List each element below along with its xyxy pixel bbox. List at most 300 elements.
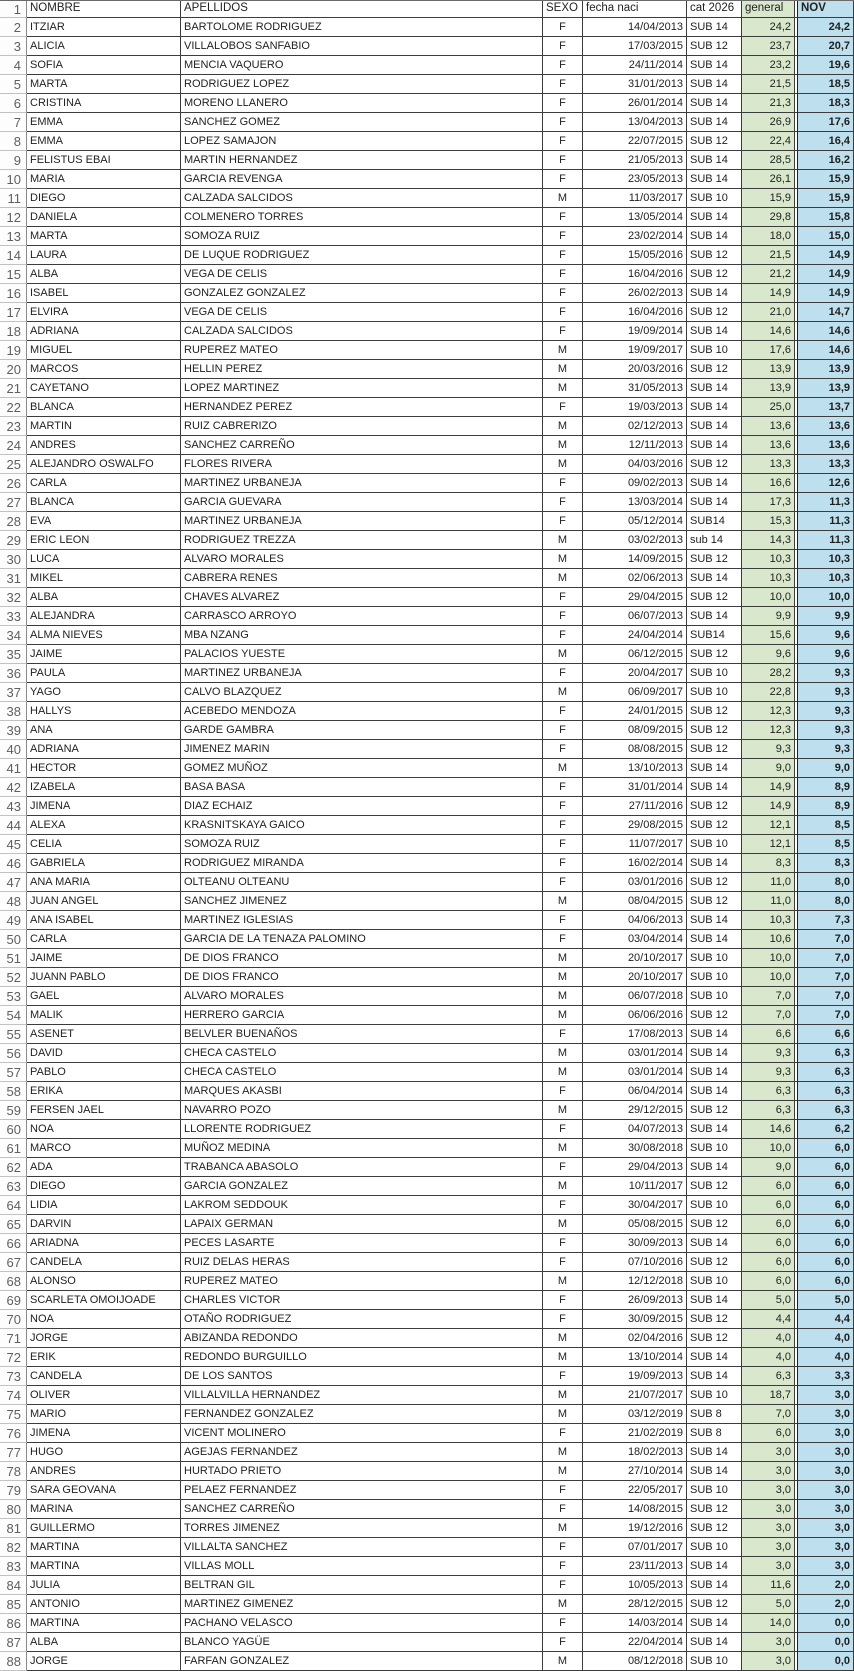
cell-apellidos[interactable]: MARTINEZ URBANEJA [181, 512, 543, 531]
cell-cat-2026[interactable]: SUB 12 [687, 1215, 742, 1234]
cell-cat-2026[interactable]: SUB 8 [687, 1424, 742, 1443]
cell-cat-2026[interactable]: SUB 14 [687, 1614, 742, 1633]
cell-nombre[interactable]: ISABEL [27, 284, 181, 303]
cell-fecha-naci[interactable]: 27/10/2014 [583, 1462, 687, 1481]
cell-fecha-naci[interactable]: 26/02/2013 [583, 284, 687, 303]
cell-apellidos[interactable]: ABIZANDA REDONDO [181, 1329, 543, 1348]
cell-general[interactable]: 6,3 [742, 1367, 795, 1386]
cell-fecha-naci[interactable]: 30/09/2015 [583, 1310, 687, 1329]
cell-apellidos[interactable]: VEGA DE CELIS [181, 303, 543, 322]
cell-nombre[interactable]: CARLA [27, 930, 181, 949]
cell-nov[interactable]: 8,3 [798, 854, 854, 873]
cell-nov[interactable]: 6,0 [798, 1234, 854, 1253]
cell-nombre[interactable]: MARTA [27, 75, 181, 94]
cell-nombre[interactable]: JUANN PABLO [27, 968, 181, 987]
cell-sexo[interactable]: F [543, 588, 583, 607]
cell-sexo[interactable]: M [543, 436, 583, 455]
cell-general[interactable]: 3,0 [742, 1481, 795, 1500]
cell-apellidos[interactable]: CHAVES ALVAREZ [181, 588, 543, 607]
cell-sexo[interactable]: M [543, 1006, 583, 1025]
cell-fecha-naci[interactable]: 06/07/2018 [583, 987, 687, 1006]
column-header-cat-2026[interactable]: cat 2026 [687, 1, 742, 18]
cell-fecha-naci[interactable]: 13/05/2014 [583, 208, 687, 227]
cell-sexo[interactable]: F [543, 512, 583, 531]
cell-apellidos[interactable]: GARDE GAMBRA [181, 721, 543, 740]
cell-nombre[interactable]: ALEJANDRO OSWALFO [27, 455, 181, 474]
cell-nov[interactable]: 13,7 [798, 398, 854, 417]
cell-sexo[interactable]: F [543, 151, 583, 170]
cell-general[interactable]: 21,0 [742, 303, 795, 322]
cell-sexo[interactable]: F [543, 474, 583, 493]
cell-nov[interactable]: 9,0 [798, 759, 854, 778]
cell-nombre[interactable]: ALBA [27, 265, 181, 284]
cell-fecha-naci[interactable]: 06/09/2017 [583, 683, 687, 702]
cell-sexo[interactable]: F [543, 911, 583, 930]
cell-apellidos[interactable]: SANCHEZ CARREÑO [181, 1500, 543, 1519]
cell-nov[interactable]: 12,6 [798, 474, 854, 493]
row-number-cell[interactable]: 69 [0, 1291, 27, 1310]
cell-nombre[interactable]: SOFIA [27, 56, 181, 75]
cell-apellidos[interactable]: VEGA DE CELIS [181, 265, 543, 284]
cell-apellidos[interactable]: MARTIN HERNANDEZ [181, 151, 543, 170]
cell-general[interactable]: 4,4 [742, 1310, 795, 1329]
cell-sexo[interactable]: F [543, 1025, 583, 1044]
row-number-cell[interactable]: 39 [0, 721, 27, 740]
cell-nombre[interactable]: JIMENA [27, 1424, 181, 1443]
row-number-cell[interactable]: 63 [0, 1177, 27, 1196]
cell-general[interactable]: 14,6 [742, 322, 795, 341]
row-number-cell[interactable]: 53 [0, 987, 27, 1006]
cell-fecha-naci[interactable]: 20/10/2017 [583, 949, 687, 968]
cell-cat-2026[interactable]: SUB 14 [687, 1462, 742, 1481]
cell-sexo[interactable]: M [543, 759, 583, 778]
cell-nov[interactable]: 11,3 [798, 531, 854, 550]
cell-cat-2026[interactable]: SUB 14 [687, 113, 742, 132]
row-number-cell[interactable]: 25 [0, 455, 27, 474]
cell-fecha-naci[interactable]: 08/04/2015 [583, 892, 687, 911]
cell-apellidos[interactable]: MORENO LLANERO [181, 94, 543, 113]
cell-sexo[interactable]: M [543, 341, 583, 360]
cell-apellidos[interactable]: MARTINEZ GIMENEZ [181, 1595, 543, 1614]
cell-cat-2026[interactable]: SUB 14 [687, 170, 742, 189]
cell-fecha-naci[interactable]: 04/03/2016 [583, 455, 687, 474]
cell-sexo[interactable]: M [543, 1462, 583, 1481]
cell-sexo[interactable]: F [543, 778, 583, 797]
cell-cat-2026[interactable]: SUB 12 [687, 132, 742, 151]
row-number-cell[interactable]: 61 [0, 1139, 27, 1158]
cell-general[interactable]: 7,0 [742, 1405, 795, 1424]
cell-fecha-naci[interactable]: 19/09/2017 [583, 341, 687, 360]
row-number-cell[interactable]: 75 [0, 1405, 27, 1424]
cell-apellidos[interactable]: BLANCO YAGÜE [181, 1633, 543, 1652]
cell-cat-2026[interactable]: SUB 12 [687, 588, 742, 607]
row-number-cell[interactable]: 88 [0, 1652, 27, 1671]
row-number-cell[interactable]: 13 [0, 227, 27, 246]
cell-general[interactable]: 22,8 [742, 683, 795, 702]
cell-nov[interactable]: 6,2 [798, 1120, 854, 1139]
cell-fecha-naci[interactable]: 31/01/2014 [583, 778, 687, 797]
cell-general[interactable]: 10,3 [742, 911, 795, 930]
row-number-cell[interactable]: 71 [0, 1329, 27, 1348]
cell-nov[interactable]: 3,0 [798, 1519, 854, 1538]
cell-general[interactable]: 10,0 [742, 949, 795, 968]
cell-nombre[interactable]: GUILLERMO [27, 1519, 181, 1538]
cell-nombre[interactable]: MIGUEL [27, 341, 181, 360]
cell-apellidos[interactable]: GARCIA DE LA TENAZA PALOMINO [181, 930, 543, 949]
cell-fecha-naci[interactable]: 03/01/2014 [583, 1063, 687, 1082]
cell-sexo[interactable]: M [543, 455, 583, 474]
cell-nombre[interactable]: FELISTUS EBAI [27, 151, 181, 170]
cell-nombre[interactable]: GABRIELA [27, 854, 181, 873]
cell-fecha-naci[interactable]: 05/08/2015 [583, 1215, 687, 1234]
cell-apellidos[interactable]: RUPEREZ MATEO [181, 1272, 543, 1291]
cell-fecha-naci[interactable]: 14/08/2015 [583, 1500, 687, 1519]
cell-apellidos[interactable]: GARCIA REVENGA [181, 170, 543, 189]
cell-general[interactable]: 12,3 [742, 721, 795, 740]
row-number-cell[interactable]: 70 [0, 1310, 27, 1329]
cell-cat-2026[interactable]: SUB 10 [687, 1139, 742, 1158]
cell-nov[interactable]: 2,0 [798, 1595, 854, 1614]
cell-apellidos[interactable]: AGEJAS FERNANDEZ [181, 1443, 543, 1462]
cell-general[interactable]: 13,3 [742, 455, 795, 474]
cell-general[interactable]: 10,6 [742, 930, 795, 949]
cell-sexo[interactable]: F [543, 37, 583, 56]
cell-nov[interactable]: 16,4 [798, 132, 854, 151]
cell-sexo[interactable]: F [543, 246, 583, 265]
cell-apellidos[interactable]: RUIZ DELAS HERAS [181, 1253, 543, 1272]
cell-nov[interactable]: 10,0 [798, 588, 854, 607]
cell-fecha-naci[interactable]: 31/05/2013 [583, 379, 687, 398]
cell-nov[interactable]: 15,9 [798, 189, 854, 208]
cell-nov[interactable]: 6,0 [798, 1139, 854, 1158]
cell-nombre[interactable]: LIDIA [27, 1196, 181, 1215]
cell-apellidos[interactable]: MARTINEZ URBANEJA [181, 474, 543, 493]
cell-general[interactable]: 9,3 [742, 1063, 795, 1082]
cell-cat-2026[interactable]: SUB 14 [687, 18, 742, 37]
cell-sexo[interactable]: F [543, 113, 583, 132]
cell-fecha-naci[interactable]: 13/10/2013 [583, 759, 687, 778]
cell-fecha-naci[interactable]: 09/02/2013 [583, 474, 687, 493]
cell-nombre[interactable]: ADRIANA [27, 740, 181, 759]
cell-nov[interactable]: 3,3 [798, 1367, 854, 1386]
cell-general[interactable]: 12,3 [742, 702, 795, 721]
cell-cat-2026[interactable]: SUB 10 [687, 987, 742, 1006]
cell-fecha-naci[interactable]: 11/03/2017 [583, 189, 687, 208]
cell-nombre[interactable]: EMMA [27, 132, 181, 151]
cell-cat-2026[interactable]: SUB 14 [687, 1158, 742, 1177]
row-number-cell[interactable]: 84 [0, 1576, 27, 1595]
cell-apellidos[interactable]: VILLAS MOLL [181, 1557, 543, 1576]
cell-nov[interactable]: 8,0 [798, 892, 854, 911]
cell-fecha-naci[interactable]: 10/05/2013 [583, 1576, 687, 1595]
cell-nombre[interactable]: ANTONIO [27, 1595, 181, 1614]
row-number-cell[interactable]: 2 [0, 18, 27, 37]
cell-nombre[interactable]: ASENET [27, 1025, 181, 1044]
cell-general[interactable]: 6,0 [742, 1272, 795, 1291]
cell-fecha-naci[interactable]: 16/04/2016 [583, 303, 687, 322]
cell-nov[interactable]: 8,9 [798, 797, 854, 816]
cell-apellidos[interactable]: REDONDO BURGUILLO [181, 1348, 543, 1367]
cell-nov[interactable]: 9,3 [798, 721, 854, 740]
cell-cat-2026[interactable]: SUB 14 [687, 911, 742, 930]
cell-apellidos[interactable]: CHECA CASTELO [181, 1044, 543, 1063]
cell-nombre[interactable]: DAVID [27, 1044, 181, 1063]
cell-sexo[interactable]: M [543, 1215, 583, 1234]
cell-fecha-naci[interactable]: 02/12/2013 [583, 417, 687, 436]
cell-sexo[interactable]: M [543, 1101, 583, 1120]
cell-cat-2026[interactable]: SUB14 [687, 512, 742, 531]
cell-fecha-naci[interactable]: 13/04/2013 [583, 113, 687, 132]
cell-general[interactable]: 10,3 [742, 550, 795, 569]
cell-apellidos[interactable]: SANCHEZ GOMEZ [181, 113, 543, 132]
cell-apellidos[interactable]: TORRES JIMENEZ [181, 1519, 543, 1538]
cell-general[interactable]: 6,3 [742, 1082, 795, 1101]
cell-sexo[interactable]: F [543, 1367, 583, 1386]
cell-sexo[interactable]: F [543, 835, 583, 854]
cell-fecha-naci[interactable]: 21/07/2017 [583, 1386, 687, 1405]
cell-nombre[interactable]: DARVIN [27, 1215, 181, 1234]
cell-nov[interactable]: 4,4 [798, 1310, 854, 1329]
cell-general[interactable]: 23,7 [742, 37, 795, 56]
row-number-cell[interactable]: 42 [0, 778, 27, 797]
cell-nombre[interactable]: ALEXA [27, 816, 181, 835]
cell-sexo[interactable]: F [543, 1614, 583, 1633]
cell-fecha-naci[interactable]: 11/07/2017 [583, 835, 687, 854]
cell-nov[interactable]: 9,6 [798, 645, 854, 664]
row-number-cell[interactable]: 18 [0, 322, 27, 341]
cell-nombre[interactable]: ALICIA [27, 37, 181, 56]
cell-nov[interactable]: 15,0 [798, 227, 854, 246]
cell-nov[interactable]: 20,7 [798, 37, 854, 56]
row-number-cell[interactable]: 21 [0, 379, 27, 398]
cell-fecha-naci[interactable]: 08/09/2015 [583, 721, 687, 740]
cell-general[interactable]: 15,9 [742, 189, 795, 208]
cell-apellidos[interactable]: DE DIOS FRANCO [181, 968, 543, 987]
cell-sexo[interactable]: F [543, 322, 583, 341]
cell-cat-2026[interactable]: SUB 12 [687, 740, 742, 759]
cell-apellidos[interactable]: PACHANO VELASCO [181, 1614, 543, 1633]
cell-general[interactable]: 21,2 [742, 265, 795, 284]
cell-sexo[interactable]: M [543, 1044, 583, 1063]
cell-nov[interactable]: 3,0 [798, 1557, 854, 1576]
cell-fecha-naci[interactable]: 21/02/2019 [583, 1424, 687, 1443]
row-number-cell[interactable]: 54 [0, 1006, 27, 1025]
cell-nombre[interactable]: OLIVER [27, 1386, 181, 1405]
row-number-cell[interactable]: 50 [0, 930, 27, 949]
cell-apellidos[interactable]: MARTINEZ IGLESIAS [181, 911, 543, 930]
cell-general[interactable]: 13,9 [742, 379, 795, 398]
cell-general[interactable]: 9,9 [742, 607, 795, 626]
column-header-nov[interactable]: NOV [798, 1, 854, 18]
cell-apellidos[interactable]: LOPEZ SAMAJON [181, 132, 543, 151]
cell-nombre[interactable]: LUCA [27, 550, 181, 569]
cell-nombre[interactable]: ADRIANA [27, 322, 181, 341]
row-number-cell[interactable]: 7 [0, 113, 27, 132]
cell-sexo[interactable]: F [543, 626, 583, 645]
cell-sexo[interactable]: M [543, 645, 583, 664]
cell-cat-2026[interactable]: SUB 14 [687, 1367, 742, 1386]
cell-apellidos[interactable]: FARFAN GONZALEZ [181, 1652, 543, 1671]
cell-sexo[interactable]: F [543, 208, 583, 227]
cell-fecha-naci[interactable]: 17/08/2013 [583, 1025, 687, 1044]
cell-nov[interactable]: 3,0 [798, 1500, 854, 1519]
cell-apellidos[interactable]: ALVARO MORALES [181, 987, 543, 1006]
cell-apellidos[interactable]: ALVARO MORALES [181, 550, 543, 569]
cell-nombre[interactable]: ANDRES [27, 436, 181, 455]
row-number-cell[interactable]: 30 [0, 550, 27, 569]
row-number-cell[interactable]: 81 [0, 1519, 27, 1538]
cell-fecha-naci[interactable]: 13/03/2014 [583, 493, 687, 512]
cell-nombre[interactable]: ELVIRA [27, 303, 181, 322]
cell-apellidos[interactable]: MARQUES AKASBI [181, 1082, 543, 1101]
cell-nov[interactable]: 8,5 [798, 835, 854, 854]
cell-apellidos[interactable]: PALACIOS YUESTE [181, 645, 543, 664]
cell-cat-2026[interactable]: SUB 14 [687, 1291, 742, 1310]
row-number-cell[interactable]: 27 [0, 493, 27, 512]
cell-fecha-naci[interactable]: 31/01/2013 [583, 75, 687, 94]
cell-apellidos[interactable]: COLMENERO TORRES [181, 208, 543, 227]
cell-cat-2026[interactable]: SUB 14 [687, 322, 742, 341]
cell-nov[interactable]: 0,0 [798, 1614, 854, 1633]
cell-sexo[interactable]: F [543, 227, 583, 246]
row-number-cell[interactable]: 48 [0, 892, 27, 911]
cell-nov[interactable]: 6,0 [798, 1158, 854, 1177]
cell-general[interactable]: 11,6 [742, 1576, 795, 1595]
cell-cat-2026[interactable]: SUB 10 [687, 949, 742, 968]
row-number-cell[interactable]: 34 [0, 626, 27, 645]
cell-fecha-naci[interactable]: 06/06/2016 [583, 1006, 687, 1025]
cell-general[interactable]: 3,0 [742, 1557, 795, 1576]
cell-sexo[interactable]: F [543, 1576, 583, 1595]
cell-fecha-naci[interactable]: 06/07/2013 [583, 607, 687, 626]
cell-cat-2026[interactable]: SUB 14 [687, 379, 742, 398]
cell-nombre[interactable]: MIKEL [27, 569, 181, 588]
cell-nov[interactable]: 11,3 [798, 493, 854, 512]
row-number-cell[interactable]: 41 [0, 759, 27, 778]
cell-nov[interactable]: 10,3 [798, 550, 854, 569]
cell-cat-2026[interactable]: SUB 10 [687, 1538, 742, 1557]
cell-sexo[interactable]: M [543, 683, 583, 702]
cell-nombre[interactable]: JUAN ANGEL [27, 892, 181, 911]
cell-cat-2026[interactable]: SUB 12 [687, 1253, 742, 1272]
cell-nov[interactable]: 6,3 [798, 1101, 854, 1120]
cell-nov[interactable]: 2,0 [798, 1576, 854, 1595]
cell-nombre[interactable]: ERIC LEON [27, 531, 181, 550]
cell-cat-2026[interactable]: SUB 14 [687, 1044, 742, 1063]
cell-general[interactable]: 10,0 [742, 588, 795, 607]
cell-fecha-naci[interactable]: 20/10/2017 [583, 968, 687, 987]
cell-general[interactable]: 9,0 [742, 759, 795, 778]
cell-sexo[interactable]: F [543, 1424, 583, 1443]
cell-fecha-naci[interactable]: 07/10/2016 [583, 1253, 687, 1272]
cell-nov[interactable]: 18,5 [798, 75, 854, 94]
cell-cat-2026[interactable]: SUB 14 [687, 759, 742, 778]
cell-fecha-naci[interactable]: 03/04/2014 [583, 930, 687, 949]
cell-cat-2026[interactable]: SUB 10 [687, 835, 742, 854]
cell-fecha-naci[interactable]: 16/04/2016 [583, 265, 687, 284]
cell-cat-2026[interactable]: SUB 12 [687, 702, 742, 721]
cell-nombre[interactable]: CANDELA [27, 1367, 181, 1386]
cell-nov[interactable]: 6,3 [798, 1082, 854, 1101]
row-number-cell[interactable]: 59 [0, 1101, 27, 1120]
cell-cat-2026[interactable]: SUB 14 [687, 493, 742, 512]
cell-general[interactable]: 25,0 [742, 398, 795, 417]
cell-fecha-naci[interactable]: 05/12/2014 [583, 512, 687, 531]
cell-cat-2026[interactable]: SUB 14 [687, 151, 742, 170]
row-number-cell[interactable]: 43 [0, 797, 27, 816]
cell-nombre[interactable]: ERIK [27, 1348, 181, 1367]
cell-cat-2026[interactable]: SUB 14 [687, 56, 742, 75]
row-number-cell[interactable]: 16 [0, 284, 27, 303]
cell-nov[interactable]: 8,0 [798, 873, 854, 892]
cell-nombre[interactable]: MARTIN [27, 417, 181, 436]
cell-general[interactable]: 11,0 [742, 892, 795, 911]
cell-fecha-naci[interactable]: 19/09/2014 [583, 322, 687, 341]
cell-fecha-naci[interactable]: 22/07/2015 [583, 132, 687, 151]
cell-sexo[interactable]: F [543, 930, 583, 949]
cell-nombre[interactable]: JORGE [27, 1652, 181, 1671]
cell-general[interactable]: 6,0 [742, 1424, 795, 1443]
cell-nombre[interactable]: LAURA [27, 246, 181, 265]
row-number-cell[interactable]: 47 [0, 873, 27, 892]
cell-cat-2026[interactable]: SUB 14 [687, 75, 742, 94]
row-number-cell[interactable]: 56 [0, 1044, 27, 1063]
cell-general[interactable]: 14,9 [742, 284, 795, 303]
cell-general[interactable]: 3,0 [742, 1500, 795, 1519]
cell-general[interactable]: 6,0 [742, 1234, 795, 1253]
cell-apellidos[interactable]: VILLALTA SANCHEZ [181, 1538, 543, 1557]
cell-fecha-naci[interactable]: 19/03/2013 [583, 398, 687, 417]
cell-sexo[interactable]: M [543, 987, 583, 1006]
cell-apellidos[interactable]: CALZADA SALCIDOS [181, 322, 543, 341]
cell-cat-2026[interactable]: SUB 12 [687, 873, 742, 892]
cell-nov[interactable]: 3,0 [798, 1443, 854, 1462]
cell-sexo[interactable]: M [543, 417, 583, 436]
cell-nov[interactable]: 7,0 [798, 1006, 854, 1025]
cell-fecha-naci[interactable]: 02/04/2016 [583, 1329, 687, 1348]
cell-cat-2026[interactable]: SUB 12 [687, 721, 742, 740]
cell-fecha-naci[interactable]: 30/09/2013 [583, 1234, 687, 1253]
cell-cat-2026[interactable]: SUB 12 [687, 1101, 742, 1120]
cell-fecha-naci[interactable]: 08/08/2015 [583, 740, 687, 759]
cell-general[interactable]: 9,3 [742, 740, 795, 759]
cell-nombre[interactable]: DANIELA [27, 208, 181, 227]
cell-cat-2026[interactable]: SUB 12 [687, 1006, 742, 1025]
cell-cat-2026[interactable]: SUB 12 [687, 246, 742, 265]
cell-apellidos[interactable]: CARRASCO ARROYO [181, 607, 543, 626]
row-number-cell[interactable]: 40 [0, 740, 27, 759]
cell-general[interactable]: 7,0 [742, 1006, 795, 1025]
cell-sexo[interactable]: M [543, 1063, 583, 1082]
cell-nov[interactable]: 13,9 [798, 360, 854, 379]
cell-sexo[interactable]: F [543, 854, 583, 873]
cell-cat-2026[interactable]: SUB 14 [687, 569, 742, 588]
cell-nombre[interactable]: BLANCA [27, 398, 181, 417]
cell-fecha-naci[interactable]: 12/12/2018 [583, 1272, 687, 1291]
cell-sexo[interactable]: F [543, 1120, 583, 1139]
cell-nov[interactable]: 15,9 [798, 170, 854, 189]
cell-general[interactable]: 18,7 [742, 1386, 795, 1405]
cell-apellidos[interactable]: MUÑOZ MEDINA [181, 1139, 543, 1158]
cell-general[interactable]: 10,3 [742, 569, 795, 588]
cell-apellidos[interactable]: BARTOLOME RODRIGUEZ [181, 18, 543, 37]
cell-apellidos[interactable]: SANCHEZ CARREÑO [181, 436, 543, 455]
cell-nombre[interactable]: MARINA [27, 1500, 181, 1519]
cell-nombre[interactable]: MARTINA [27, 1557, 181, 1576]
cell-nov[interactable]: 4,0 [798, 1329, 854, 1348]
cell-sexo[interactable]: M [543, 949, 583, 968]
cell-sexo[interactable]: F [543, 170, 583, 189]
